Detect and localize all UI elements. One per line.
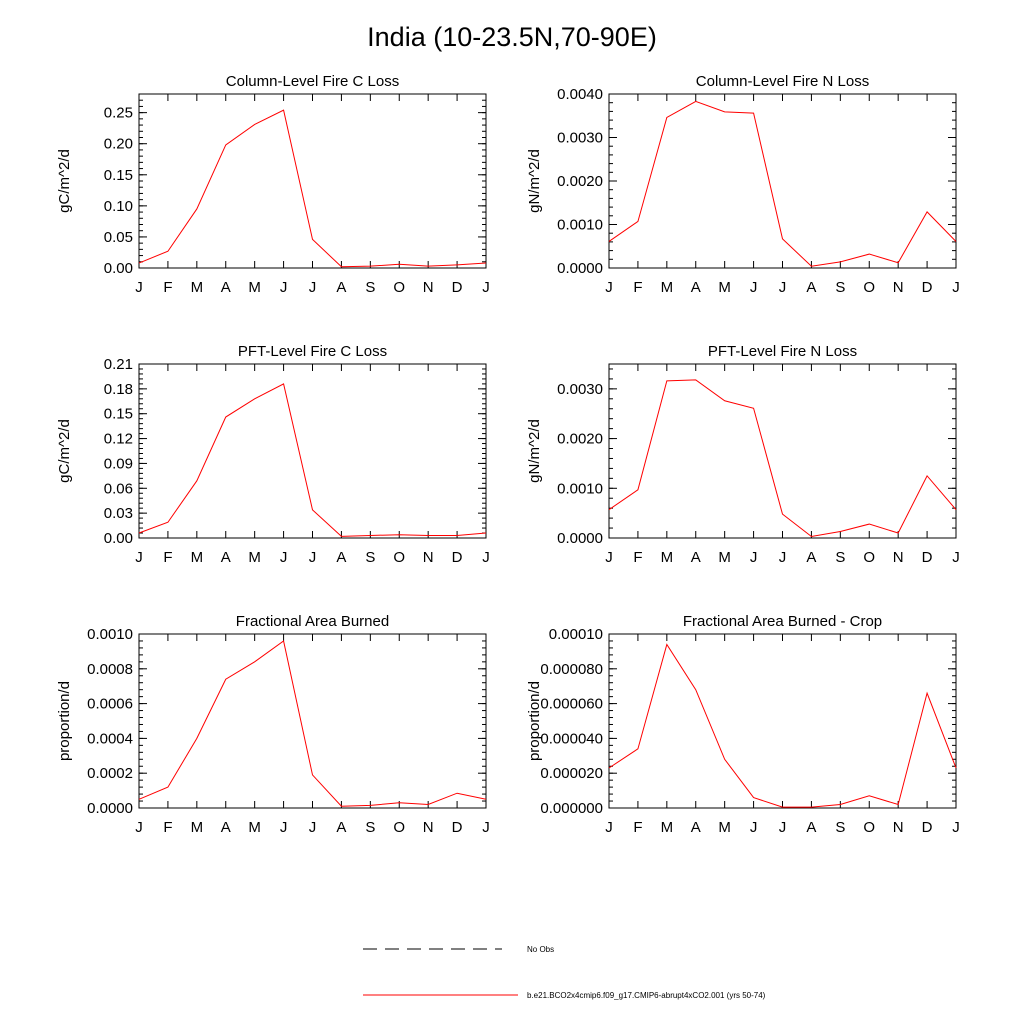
legend (360, 935, 860, 1010)
y-tick-label: 0.00 (103, 530, 133, 547)
y-tick-label: 0.20 (103, 135, 133, 153)
x-tick-label: J (605, 279, 613, 296)
x-tick-label: J (308, 279, 317, 296)
x-tick-label: S (835, 819, 846, 836)
plot-frame (139, 634, 486, 808)
chart-pft-fire-c-loss (40, 330, 510, 590)
y-tick-label: 0.000060 (540, 695, 603, 713)
y-tick-label: 0.0010 (557, 480, 603, 498)
x-tick-label: N (892, 279, 904, 296)
y-tick-label: 0.05 (103, 228, 133, 246)
x-tick-label: J (308, 549, 317, 566)
y-tick-label: 0.00 (103, 260, 133, 277)
legend-model-label: b.e21.BCO2x4cmip6.f09_g17.CMIP6-abrupt4xCO2.001 (yrs 50-74) (527, 991, 766, 1000)
y-tick-label: 0.03 (103, 505, 133, 523)
chart-column-fire-c-loss (40, 60, 510, 320)
series-line (139, 384, 486, 536)
series-line (139, 110, 486, 267)
x-tick-label: F (633, 279, 643, 296)
x-tick-label: A (806, 819, 817, 836)
y-axis-label: proportion/d (526, 680, 543, 762)
x-tick-label: A (690, 549, 701, 566)
y-tick-label: 0.0004 (87, 730, 133, 748)
y-tick-label: 0.09 (103, 455, 133, 473)
plot-frame (139, 364, 486, 538)
x-tick-label: J (135, 819, 143, 836)
x-tick-label: M (248, 279, 261, 296)
x-tick-label: O (393, 549, 406, 566)
series-line (609, 644, 956, 807)
y-axis-label: gC/m^2/d (56, 149, 73, 213)
x-tick-label: J (749, 279, 758, 296)
x-tick-label: N (892, 549, 904, 566)
series-line (609, 101, 956, 266)
x-tick-label: M (190, 279, 204, 296)
y-axis-label: gN/m^2/d (526, 149, 543, 213)
y-tick-label: 0.15 (103, 166, 133, 184)
x-tick-label: M (718, 279, 731, 296)
x-tick-label: O (393, 279, 406, 296)
x-tick-label: A (806, 549, 817, 566)
x-tick-label: F (163, 549, 173, 566)
chart-title: Fractional Area Burned - Crop (682, 613, 883, 630)
y-tick-label: 0.0020 (557, 173, 603, 190)
x-tick-label: M (248, 819, 261, 836)
chart-fractional-area-burned-crop (510, 600, 980, 860)
x-tick-label: J (482, 549, 490, 566)
x-tick-label: J (749, 549, 758, 566)
chart-title: PFT-Level Fire N Loss (707, 343, 858, 360)
x-tick-label: O (863, 279, 876, 296)
x-tick-label: O (863, 549, 876, 566)
x-tick-label: M (718, 819, 731, 836)
x-tick-label: J (952, 279, 960, 296)
y-tick-label: 0.0010 (557, 216, 603, 234)
x-tick-label: J (605, 819, 613, 836)
x-tick-label: J (778, 549, 787, 566)
y-tick-label: 0.18 (103, 380, 133, 398)
x-tick-label: D (921, 819, 933, 836)
x-tick-label: D (921, 279, 933, 296)
x-tick-label: D (921, 549, 933, 566)
x-tick-label: J (279, 549, 288, 566)
y-tick-label: 0.0000 (557, 530, 603, 547)
y-tick-label: 0.12 (103, 430, 133, 448)
x-tick-label: J (605, 549, 613, 566)
y-axis-label: gN/m^2/d (526, 419, 543, 483)
y-axis-label: proportion/d (56, 680, 73, 762)
x-tick-label: D (451, 819, 463, 836)
x-tick-label: J (135, 549, 143, 566)
y-tick-label: 0.000000 (540, 800, 603, 817)
plot-frame (609, 364, 956, 538)
legend-obs-label: No Obs (527, 945, 555, 954)
chart-title: PFT-Level Fire C Loss (237, 343, 388, 360)
y-tick-label: 0.0000 (87, 800, 133, 817)
x-tick-label: M (248, 549, 261, 566)
y-tick-label: 0.10 (103, 197, 133, 215)
y-tick-label: 0.00010 (548, 626, 603, 643)
x-tick-label: O (393, 819, 406, 836)
x-tick-label: J (749, 819, 758, 836)
x-tick-label: A (336, 819, 347, 836)
y-tick-label: 0.0008 (87, 660, 133, 678)
y-axis-label: gC/m^2/d (56, 419, 73, 483)
x-tick-label: D (451, 279, 463, 296)
chart-title: Fractional Area Burned (235, 613, 390, 630)
x-tick-label: S (365, 819, 376, 836)
x-tick-label: J (482, 819, 490, 836)
y-tick-label: 0.0002 (87, 765, 133, 783)
x-tick-label: S (835, 279, 846, 296)
y-tick-label: 0.0030 (557, 380, 603, 398)
x-tick-label: A (220, 279, 231, 296)
y-tick-label: 0.0020 (557, 430, 603, 448)
x-tick-label: S (365, 279, 376, 296)
y-tick-label: 0.0006 (87, 695, 133, 713)
x-tick-label: A (806, 279, 817, 296)
x-tick-label: J (952, 819, 960, 836)
x-tick-label: J (482, 279, 490, 296)
plot-frame (139, 94, 486, 268)
x-tick-label: J (279, 279, 288, 296)
x-tick-label: A (220, 549, 231, 566)
x-tick-label: N (422, 279, 434, 296)
page-title: India (10-23.5N,70-90E) (367, 22, 657, 52)
x-tick-label: J (308, 819, 317, 836)
series-line (139, 641, 486, 806)
x-tick-label: N (892, 819, 904, 836)
y-tick-label: 0.0030 (557, 129, 603, 147)
x-tick-label: F (163, 819, 173, 836)
plot-frame (609, 94, 956, 268)
chart-title: Column-Level Fire N Loss (695, 73, 870, 90)
y-tick-label: 0.25 (103, 104, 133, 122)
chart-column-fire-n-loss (510, 60, 980, 320)
x-tick-label: M (718, 549, 731, 566)
y-tick-label: 0.000020 (540, 765, 603, 783)
y-tick-label: 0.0000 (557, 260, 603, 277)
x-tick-label: A (220, 819, 231, 836)
x-tick-label: J (778, 819, 787, 836)
x-tick-label: N (422, 549, 434, 566)
x-tick-label: N (422, 819, 434, 836)
x-tick-label: M (190, 549, 204, 566)
x-tick-label: M (660, 549, 674, 566)
series-line (609, 380, 956, 537)
x-tick-label: O (863, 819, 876, 836)
x-tick-label: M (660, 279, 674, 296)
x-tick-label: F (633, 549, 643, 566)
chart-title: Column-Level Fire C Loss (225, 73, 400, 90)
y-tick-label: 0.21 (103, 356, 133, 373)
y-tick-label: 0.000080 (540, 660, 603, 678)
y-tick-label: 0.15 (103, 405, 133, 423)
x-tick-label: S (365, 549, 376, 566)
x-tick-label: M (660, 819, 674, 836)
x-tick-label: A (690, 819, 701, 836)
x-tick-label: F (633, 819, 643, 836)
x-tick-label: A (336, 549, 347, 566)
chart-pft-fire-n-loss (510, 330, 980, 590)
x-tick-label: J (952, 549, 960, 566)
chart-fractional-area-burned (40, 600, 510, 860)
x-tick-label: M (190, 819, 204, 836)
x-tick-label: J (778, 279, 787, 296)
y-tick-label: 0.0040 (557, 86, 603, 103)
x-tick-label: S (835, 549, 846, 566)
x-tick-label: F (163, 279, 173, 296)
x-tick-label: J (135, 279, 143, 296)
x-tick-label: A (690, 279, 701, 296)
x-tick-label: D (451, 549, 463, 566)
y-tick-label: 0.000040 (540, 730, 603, 748)
x-tick-label: A (336, 279, 347, 296)
y-tick-label: 0.06 (103, 480, 133, 498)
y-tick-label: 0.0010 (87, 626, 133, 643)
x-tick-label: J (279, 819, 288, 836)
